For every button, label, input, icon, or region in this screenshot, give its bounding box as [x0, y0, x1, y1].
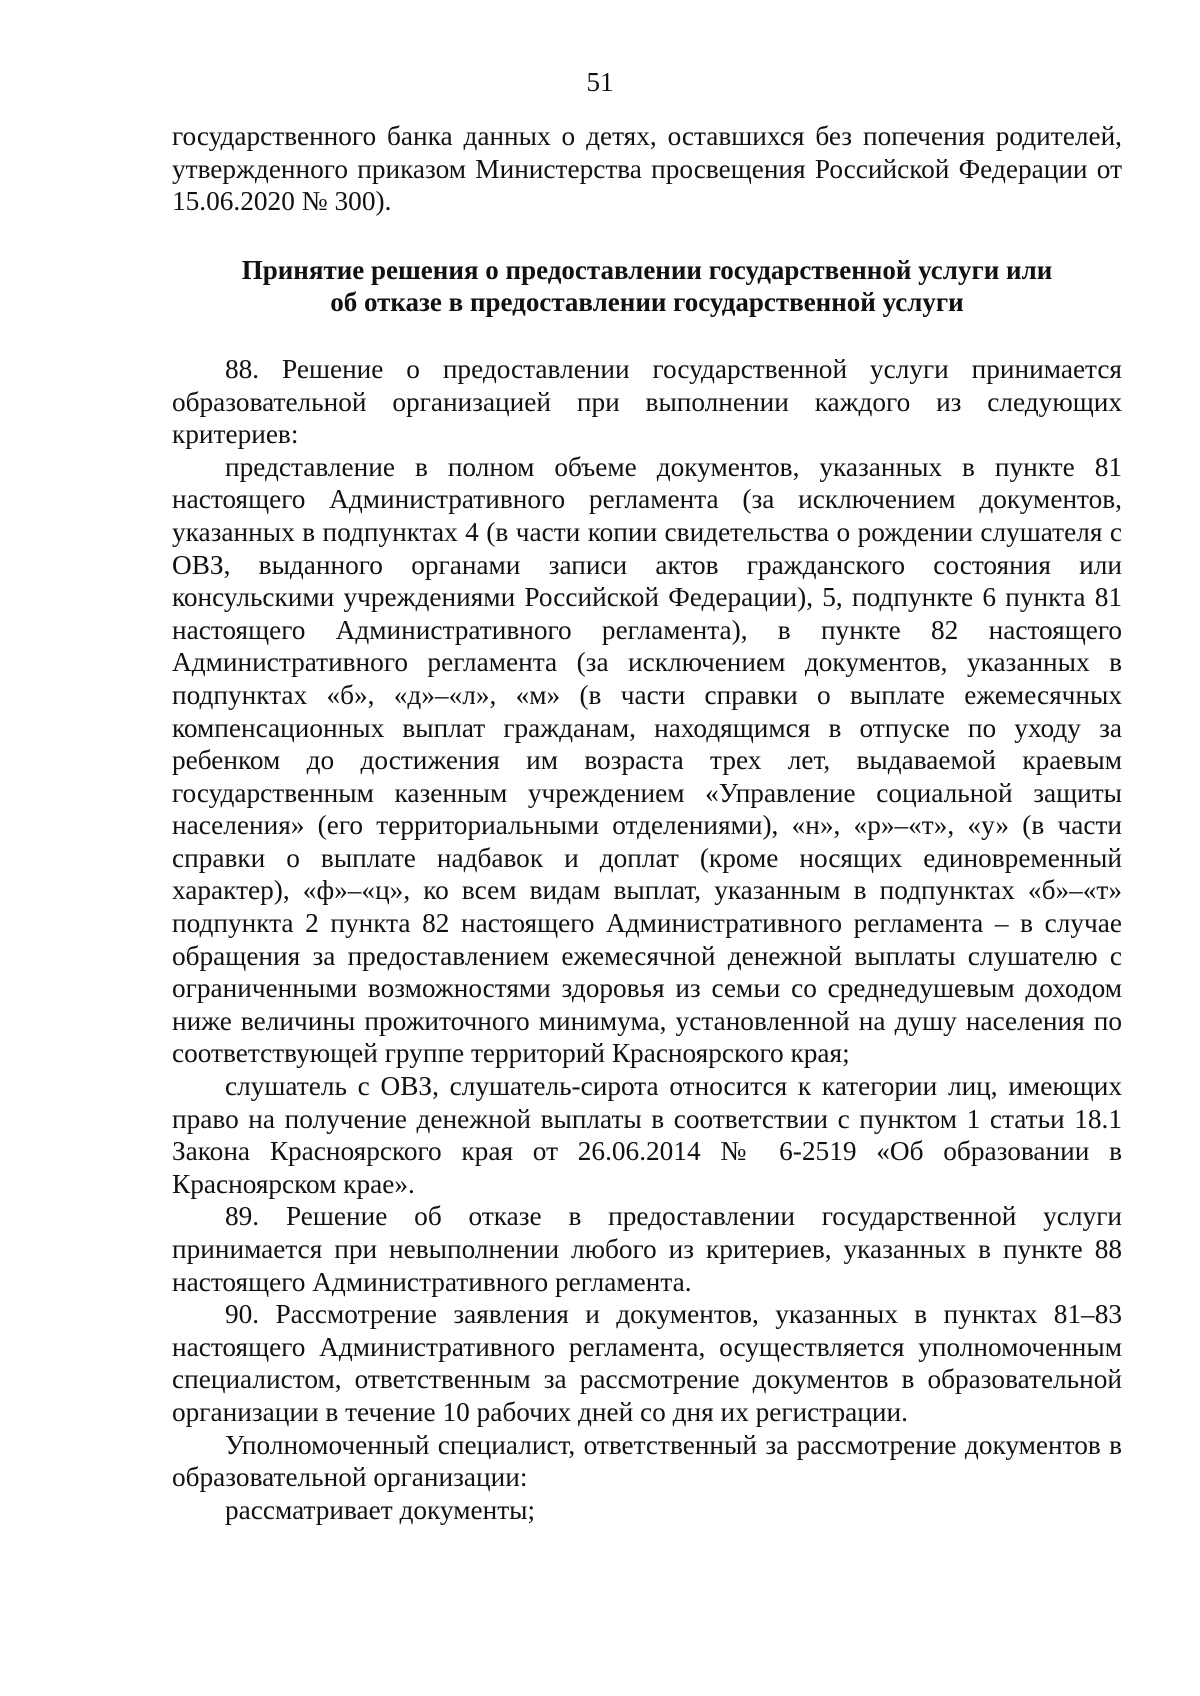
- paragraph-88-criterion-2: слушатель с ОВЗ, слушатель-сирота относится к категории лиц, имеющих право на получение денежной выплаты в соответствии с пунктом 1 статьи 18.1 Закона Красноярского края от 26.06.2014 № 6-2519 «Об образовании в Красноярском крае».: [172, 1071, 1122, 1199]
- paragraph-90-action-1: рассматривает документы;: [225, 1494, 536, 1525]
- paragraph-89: 89. Решение об отказе в предоставлении государственной услуги принимается при невыполнении любого из критериев, указанных в пункте 88 настоящего Административного регламента.: [172, 1201, 1122, 1297]
- page-number: 51: [586, 67, 614, 97]
- document-body: [172, 120, 1122, 1526]
- section-heading: [172, 254, 1122, 319]
- section-heading-line-2: об отказе в предоставлении государственной услуги: [330, 287, 964, 318]
- paragraph-90: 90. Рассмотрение заявления и документов, указанных в пунктах 81–83 настоящего Административного регламента, осуществляется уполномоченным специалистом, ответственным за рассмотрение документов в образовательной организации в течение 10 рабочих дней со дня их регистрации.: [172, 1299, 1122, 1427]
- intro-paragraph: государственного банка данных о детях, оставшихся без попечения родителей, утвержденного приказом Министерства просвещения Российской Федерации от 15.06.2020 № 300).: [172, 121, 1122, 217]
- paragraph-88: 88. Решение о предоставлении государственной услуги принимается образовательной организацией при выполнении каждого из следующих критериев:: [172, 353, 1122, 450]
- paragraph-90-specialist: Уполномоченный специалист, ответственный за рассмотрение документов в образовательной организации:: [172, 1429, 1122, 1493]
- section-heading-line-1: Принятие решения о предоставлении государственной услуги или: [241, 254, 1053, 285]
- paragraph-88-criterion-1: представление в полном объеме документов, указанных в пункте 81 настоящего Административного регламента (за исключением документов, указанных в подпунктах 4 (в части копии свидетельства о рождении слушателя с ОВЗ, выданного органами записи актов гражданского состояния или консульскими учреждениями Российской Федерации), 5, подпункте 6 пункта 81 настоящего Административного регламента), в пункте 82 настоящего Административного регламента (за исключением документов, указанных в подпунктах «б», «д»–«л», «м» (в части справки о выплате ежемесячных компенсационных выплат гражданам, находящимся в отпуске по уходу за ребенком до достижения им возраста трех лет, выдаваемой краевым государственным казенным учреждением «Управление социальной защиты населения» (его территориальными отделениями), «н», «р»–«т», «у» (в части справки о выплате надбавок и доплат (кроме носящих единовременный характер), «ф»–«ц», ко всем видам выплат, указанным в подпунктах «б»–«т» подпункта 2 пункта 82 настоящего Административного регламента – в случае обращения за предоставлением ежемесячной денежной выплаты слушателю с ограниченными возможностями здоровья из семьи со среднедушевым доходом ниже величины прожиточного минимума, установленной на душу населения по соответствующей группе территорий Красноярского края;: [172, 451, 1122, 1069]
